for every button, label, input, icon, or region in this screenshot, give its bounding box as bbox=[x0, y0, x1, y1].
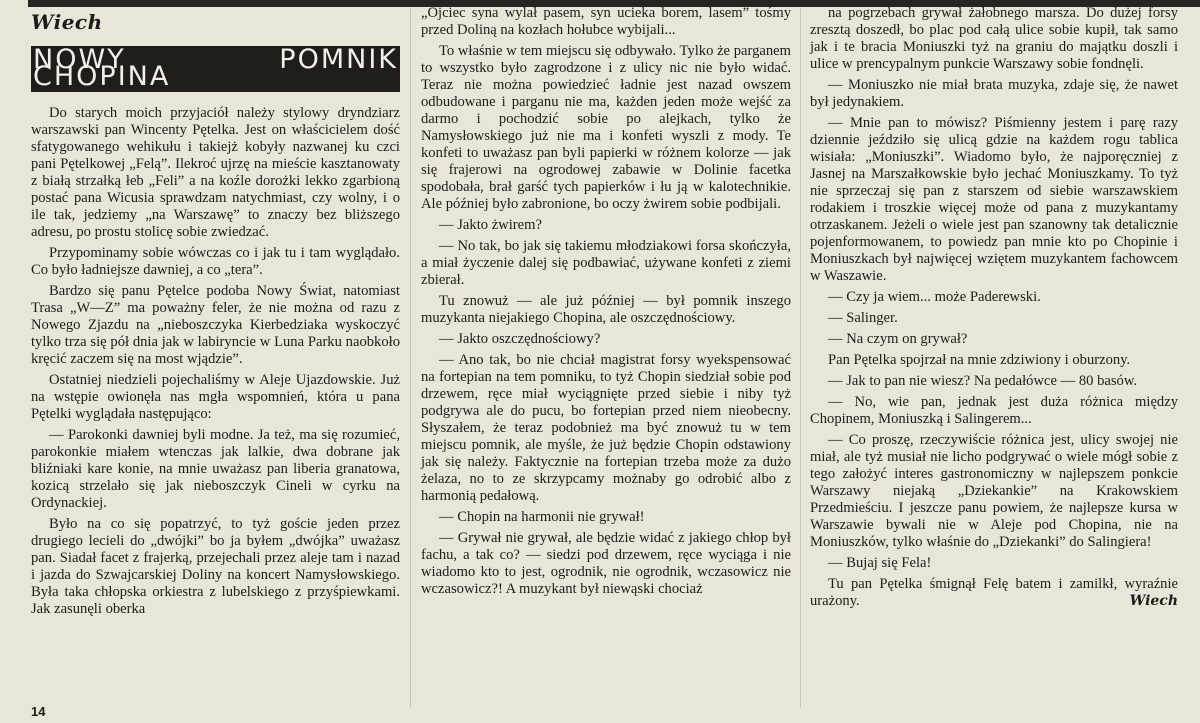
column-divider bbox=[410, 8, 411, 708]
paragraph: — Grywał nie grywał, ale będzie widać z jakiego chłop był fachu, a tak co? — siedzi pod drzewem, ręce wyciąga i nie wiadomo kto to jest, ogrodnik, nie ogrodnik, wczasowicz nie wczasowicz?! A muzykant był niewąski chociaż bbox=[421, 530, 791, 597]
paragraph: — Jak to pan nie wiesz? Na pedałówce — 80 basów. bbox=[828, 373, 1138, 389]
paragraph: — No tak, bo jak się takiemu młodziakowi forsa skończyła, a miał życzenie dalej się podbawiać, używane konfeti z ziemi zbierał. bbox=[421, 238, 791, 288]
paragraph: Tu znowuż — ale już później — był pomnik inszego muzykanta niejakiego Chopina, ale oszczędnościowy. bbox=[421, 293, 791, 326]
paragraph: — Jakto oszczędnościowy? bbox=[439, 331, 601, 347]
paragraph: — Salinger. bbox=[828, 310, 898, 326]
column-divider bbox=[800, 8, 801, 708]
paragraph: — Bujaj się Fela! bbox=[828, 555, 932, 571]
paragraph: Przypominamy sobie wówczas co i jak tu i tam wyglądało. Co było ładniejsze dawniej, a co „tera”. bbox=[31, 245, 400, 278]
paragraph: — Ano tak, bo nie chciał magistrat forsy wyekspensować na fortepian na tem pomniku, to tyż Chopin siedział sobie pod drzewem, ręce miał wyciągnięte przed siebie i niby tyż podgrywa ale do pucu, bo fortepian przed niem nieobecny. Słyszałem, że teraz podobnież ma być znowuż tu w tem miejscu pomnik, ale myśle, że już będzie Chopin odstawiony jak się należy. Faktycznie na fortepian trzeba może za dużo żelaza, no to ze skrzypcamy możnaby go odrobić albo z harmonią pedałową. bbox=[421, 352, 791, 504]
paragraph: — Parokonki dawniej byli modne. Ja też, ma się rozumieć, parokonkie miałem wtenczas jak lalkie, dwa dobrane jak bliźniaki kare konie, na mnie uważasz pan liberia granatowa, kozicą strzelało się jak nieboszczyk Cineli w cyrku na Ordynackiej. bbox=[31, 427, 400, 511]
column-2-body bbox=[421, 5, 791, 598]
paragraph: Pan Pętelka spojrzał na mnie zdziwiony i oburzony. bbox=[828, 352, 1131, 368]
column-1-body bbox=[31, 105, 400, 618]
author-signature: Wiech bbox=[1129, 593, 1178, 609]
article-title-text: NOWY POMNIK CHOPINA bbox=[33, 44, 398, 92]
paragraph: Tu pan Pętelka śmignął Felę batem i zamilkł, wyraźnie urażony. Wiech bbox=[810, 576, 1178, 609]
paragraph: To właśnie w tem miejscu się odbywało. Tylko że parganem to wszystko było zagrodzone i z ulicy nic nie było widać. Teraz nie można powiedzieć ładnie jest nazad owszem odbudowane i parganu nie ma, każden jeden może wejść za darmo i pochodzić sobie po alejkach, tylko że Namysłowskiego już nie ma i konfeti wyszli z mody. Te konfeti to uważasz pan byli papierki w różnem kolorze — jak się frajerowi na ogrodowej zabawie w Dolinie facetka spodobała, brał garść tych papierków i łu ją w kalotechnikie. Ale później było zabronione, bo oczy żwirem sobie podbijali. bbox=[421, 43, 791, 212]
paragraph: na pogrzebach grywał żałobnego marsza. Do dużej forsy zresztą doszedł, bo plac pod całą ulice sobie kupił, tak samo jak i te bracia Moniuszki tyż na graniu do majątku doszli i ulice w prencypalnym punkcie Warszawy sobie fondnęli. bbox=[810, 5, 1178, 72]
article-column-3 bbox=[810, 5, 1178, 610]
article-title bbox=[31, 46, 400, 92]
paragraph: Było na co się popatrzyć, to tyż goście jeden przez drugiego lecieli do „dwójki” bo ja byłem „dwójka” uważasz pan. Siadał facet z frajerką, przejechali przez aleje tam i nazad i jazda do Szwajcarskiej Doliny na koncert Namysłowskiego. Była taka chłopska orkiestra z lubelskiego z przyśpiewkami. Jak zasunęli oberka bbox=[31, 516, 400, 617]
paragraph: — Mnie pan to mówisz? Piśmienny jestem i parę razy dziennie jeździło się ulicą gdzie na każdem rogu tablica wisiała: „Moniuszki”. Wiadomo było, że najporęczniej z Jasnej na Marszałkowskie było jechać Moniuszkamy. To tyż nie sprzeczaj się pan z starszem od siebie warszawskiem rodakiem i troszkie więcej może od pana z muzykantamy otrzaskanem. Jeżeli o wiele jest pan szanowny tak detalicznie pojenformowanem, to powiedz pan mnie kto po Chopinie i Moniuszkach był najwięcej wziętem muzykantem fachowcem w Waszawie. bbox=[810, 115, 1178, 284]
paragraph: Bardzo się panu Pętelce podoba Nowy Świat, natomiast Trasa „W—Z” ma poważny feler, że nie można od razu z Nowego Zjazdu na „nieboszczyka Kierbedziaka wyskoczyć tylko trza się pół dnia jak w labiryncie w Luna Parku naobkoło kręcić zaczem się na most wjądzie”. bbox=[31, 283, 400, 367]
author-name: Wiech bbox=[31, 10, 103, 34]
paragraph: — Jakto żwirem? bbox=[439, 217, 542, 233]
article-column-2 bbox=[421, 5, 791, 598]
paragraph: — Moniuszko nie miał brata muzyka, zdaje się, że nawet był jedynakiem. bbox=[810, 77, 1178, 110]
paragraph: — No, wie pan, jednak jest duża różnica między Chopinem, Moniuszką i Salingerem... bbox=[810, 394, 1178, 427]
paragraph: — Chopin na harmonii nie grywał! bbox=[439, 509, 645, 525]
article-column-1 bbox=[31, 6, 400, 618]
paragraph: Ostatniej niedzieli pojechaliśmy w Aleje Ujazdowskie. Już na wstępie owionęła nas mgła wspomnień, która u pana Pętelki wyglądała następująco: bbox=[31, 372, 400, 422]
paragraph: — Czy ja wiem... może Paderewski. bbox=[828, 289, 1041, 305]
paragraph: — Co proszę, rzeczywiście różnica jest, ulicy swojej nie miał, ale tyż musiał nie licho podgrywać o wiele mógł sobie z tego założyć interes gastronomiczny w najlepszem ponkcie Warszawy niejaką „Dziekankie” na Krakowskiem Przedmieściu. I jeszcze panu powiem, że najlepsze kursa w Warszawie bywali nie w Aleje pod Chopina, nie na Moniuszków, tylko właśnie do „Dziekanki” do Salingiera! bbox=[810, 432, 1178, 550]
paragraph: Do starych moich przyjaciół należy stylowy dryndziarz warszawski pan Wincenty Pętelka. Jest on właścicielem dość sfatygowanego wehikułu i takiejż kobyły nazwanej ku czci pani Pętelkowej „Felą”. Ilekroć ujrzę na mieście kasztanowaty z białą strzałką łeb „Feli” a na koźle dorożki lekko zgarbioną postać pana Wicusia sprawdzam natychmiast, czy wolny, i o ile tak, jedziemy „na Warszawę” to znaczy bez bliższego adresu, po prostu stolicę sobie zwiedzać. bbox=[31, 105, 400, 240]
paragraph: — Na czym on grywał? bbox=[828, 331, 968, 347]
column-3-body bbox=[810, 5, 1178, 610]
paragraph: „Ojciec syna wylał pasem, syn ucieka borem, lasem” tośmy przed Doliną na kozłach hołubce wybijali... bbox=[421, 5, 791, 38]
page-number: 14 bbox=[31, 704, 46, 719]
